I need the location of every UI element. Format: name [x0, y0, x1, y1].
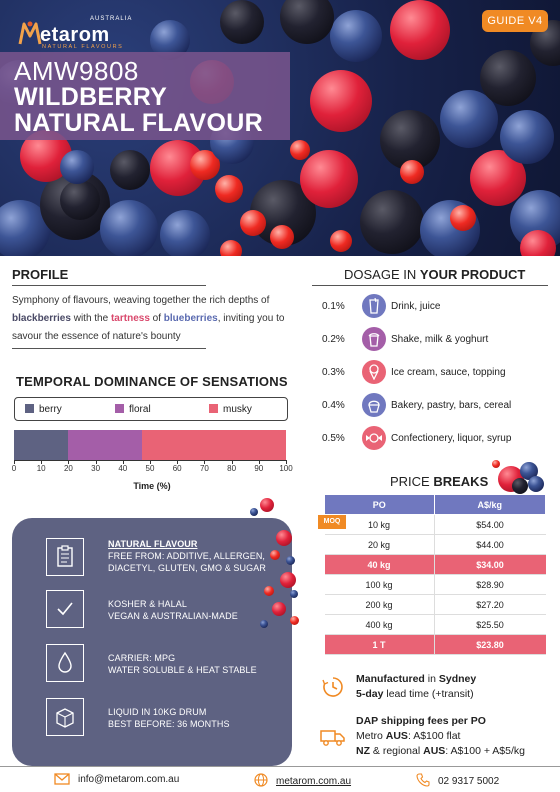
shake-icon	[362, 327, 386, 351]
tds-segment-musky	[142, 430, 286, 460]
x-axis-label: Time (%)	[133, 481, 171, 491]
highlight-tartness: tartness	[110, 313, 150, 324]
checkmark-icon	[46, 590, 84, 628]
berry-shape	[300, 150, 358, 208]
guide-version-badge: GUIDE V4	[482, 10, 548, 32]
berry-shape	[330, 230, 352, 252]
berry-shape	[512, 478, 528, 494]
dosage-row	[322, 294, 552, 320]
legend-swatch-berry	[25, 404, 34, 413]
dosage-application: Drink, juice	[391, 301, 441, 312]
dosage-application: Ice cream, sauce, topping	[391, 367, 506, 378]
claim-carrier	[108, 652, 257, 676]
claim-storage	[108, 706, 230, 730]
x-axis-tick-label: 0	[11, 464, 17, 473]
price-value: $54.00	[434, 515, 546, 535]
table-row	[325, 555, 546, 575]
x-axis-tick-label: 20	[63, 464, 73, 473]
footer-phone[interactable]: 02 9317 5002	[416, 773, 499, 787]
berry-shape	[270, 225, 294, 249]
dosage-percent: 0.4%	[322, 400, 345, 411]
shipping-heading: DAP shipping fees per PO	[356, 715, 486, 727]
berry-shape	[264, 586, 274, 596]
x-axis-tick-label: 80	[227, 464, 237, 473]
berries-decoration	[250, 494, 310, 634]
berry-shape	[100, 200, 158, 256]
dosage-heading: DOSAGE IN YOUR PRODUCT	[344, 267, 526, 282]
price-po: 40 kg	[325, 555, 435, 575]
legend-swatch-musky	[209, 404, 218, 413]
claim-carrier-line2: WATER SOLUBLE & HEAT STABLE	[108, 665, 257, 675]
berry-shape	[492, 460, 500, 468]
berry-shape	[480, 50, 536, 106]
table-header-row	[325, 495, 546, 515]
lead-time: 5-day lead time (+transit)	[356, 688, 474, 700]
tds-legend	[14, 397, 288, 421]
berry-shape	[280, 572, 296, 588]
profile-heading: PROFILE	[12, 267, 69, 282]
berry-shape	[280, 0, 334, 44]
berry-shape	[528, 476, 544, 492]
x-axis-tick-label: 60	[172, 464, 182, 473]
berry-shape	[60, 180, 100, 220]
drink-icon	[362, 294, 386, 318]
truck-icon	[320, 727, 346, 747]
berry-shape	[220, 0, 264, 44]
ice-cream-icon	[362, 360, 386, 384]
product-name-line2: NATURAL FLAVOUR	[14, 109, 263, 137]
legend-item-musky: musky	[209, 404, 252, 415]
x-axis-tick-label: 50	[145, 464, 155, 473]
dosage-row	[322, 393, 552, 419]
legend-item-floral: floral	[115, 404, 151, 415]
dosage-percent: 0.1%	[322, 301, 345, 312]
highlight-blackberries: blackberries	[12, 313, 71, 324]
product-code: AMW9808	[14, 56, 139, 86]
footer-website[interactable]: metarom.com.au	[254, 773, 351, 787]
price-po: 100 kg	[325, 575, 435, 595]
berry-shape	[160, 210, 210, 256]
berry-shape	[290, 140, 310, 160]
berry-shape	[260, 498, 274, 512]
berry-shape	[500, 110, 554, 164]
claim-kosher-line1: KOSHER & HALAL	[108, 599, 187, 609]
globe-icon	[254, 773, 268, 787]
dosage-row	[322, 327, 552, 353]
price-po: 200 kg	[325, 595, 435, 615]
dosage-percent: 0.2%	[322, 334, 345, 345]
claim-kosher	[108, 598, 238, 622]
price-po: 400 kg	[325, 615, 435, 635]
logo-country: AUSTRALIA	[90, 16, 133, 22]
dosage-application: Shake, milk & yoghurt	[391, 334, 489, 345]
berry-shape	[450, 205, 476, 231]
moq-badge: MOQ	[318, 515, 346, 529]
berry-shape	[276, 530, 292, 546]
phone-icon	[416, 773, 430, 787]
berry-shape	[290, 590, 298, 598]
price-value: $25.50	[434, 615, 546, 635]
berry-shape	[240, 210, 266, 236]
claim-natural-heading: NATURAL FLAVOUR	[108, 539, 198, 549]
x-axis-tick-label: 90	[254, 464, 264, 473]
dosage-percent: 0.3%	[322, 367, 345, 378]
footer-email[interactable]: info@metarom.com.au	[54, 773, 179, 785]
berry-shape	[270, 550, 280, 560]
claim-carrier-line1: CARRIER: MPG	[108, 653, 176, 663]
berry-shape	[220, 240, 242, 256]
price-po: 20 kg	[325, 535, 435, 555]
price-value: $27.20	[434, 595, 546, 615]
berry-shape	[310, 70, 372, 132]
tds-stacked-bar	[14, 430, 286, 460]
manufactured-in: Manufactured in Sydney	[356, 673, 477, 685]
price-po: 1 T	[325, 635, 435, 655]
column-header-price: A$/kg	[434, 495, 546, 515]
berry-shape	[60, 150, 94, 184]
claim-natural-line1: FREE FROM: ADDITIVE, ALLERGEN,	[108, 551, 266, 561]
price-po: 10 kg	[325, 515, 435, 535]
berry-shape	[272, 602, 286, 616]
footer-divider	[0, 766, 560, 767]
berry-shape	[110, 150, 150, 190]
berry-shape	[390, 0, 450, 60]
claim-storage-line1: LIQUID IN 10KG DRUM	[108, 707, 207, 717]
divider	[12, 348, 206, 349]
berry-shape	[215, 175, 243, 203]
tds-chart-title: TEMPORAL DOMINANCE OF SENSATIONS	[16, 374, 288, 389]
x-axis-tick-label: 40	[118, 464, 128, 473]
divider	[312, 285, 548, 286]
column-header-po: PO	[325, 495, 435, 515]
price-value: $28.90	[434, 575, 546, 595]
product-name-line1: WILDBERRY	[14, 83, 168, 111]
clock-icon	[322, 676, 344, 698]
x-axis-tick-label: 100	[279, 464, 293, 473]
table-row	[325, 515, 546, 535]
price-table	[324, 494, 546, 655]
profile-description: Symphony of flavours, weaving together the rich depths of blackberries with the tartness of blueberries, inviting you to savour the essence of nature's bounty	[12, 295, 285, 342]
table-row	[325, 575, 546, 595]
logo-wordmark: etarom	[40, 24, 110, 46]
berries-decoration	[490, 458, 550, 498]
dosage-application: Bakery, pastry, bars, cereal	[391, 400, 512, 411]
shipping-metro: Metro AUS: A$100 flat	[356, 730, 461, 742]
email-icon	[54, 773, 70, 785]
table-row	[325, 635, 546, 655]
table-row	[325, 535, 546, 555]
berry-shape	[330, 10, 382, 62]
highlight-blueberries: blueberries	[163, 313, 218, 324]
logo-tagline: NATURAL FLAVOURS	[42, 44, 124, 50]
claim-kosher-line2: VEGAN & AUSTRALIAN-MADE	[108, 611, 238, 621]
legend-swatch-floral	[115, 404, 124, 413]
claim-natural-line2: DIACETYL, GLUTEN, GMO & SUGAR	[108, 563, 266, 573]
x-axis-tick-label: 70	[199, 464, 209, 473]
berry-shape	[290, 616, 299, 625]
price-breaks-heading: PRICE BREAKS	[390, 474, 489, 489]
price-value: $23.80	[434, 635, 546, 655]
logo-m-icon	[18, 20, 42, 46]
package-icon	[46, 698, 84, 736]
claim-natural	[108, 538, 266, 574]
candy-icon	[362, 426, 386, 450]
berry-shape	[260, 620, 268, 628]
tds-segment-berry	[14, 430, 68, 460]
tds-segment-floral	[68, 430, 141, 460]
metarom-logo[interactable]	[12, 8, 132, 50]
berry-shape	[400, 160, 424, 184]
claim-storage-line2: BEST BEFORE: 36 MONTHS	[108, 719, 230, 729]
x-axis-tick-label: 10	[36, 464, 46, 473]
berry-shape	[286, 556, 295, 565]
dosage-row	[322, 360, 552, 386]
dosage-percent: 0.5%	[322, 433, 345, 444]
cupcake-icon	[362, 393, 386, 417]
berry-shape	[360, 190, 424, 254]
dosage-application: Confectionery, liquor, syrup	[391, 433, 512, 444]
clipboard-icon	[46, 538, 84, 576]
table-row	[325, 615, 546, 635]
price-value: $44.00	[434, 535, 546, 555]
x-axis-tick-label: 30	[91, 464, 101, 473]
table-row	[325, 595, 546, 615]
droplet-icon	[46, 644, 84, 682]
berry-shape	[250, 508, 258, 516]
divider	[12, 285, 206, 286]
dosage-row	[322, 426, 552, 452]
price-value: $34.00	[434, 555, 546, 575]
shipping-regional: NZ & regional AUS: A$100 + A$5/kg	[356, 745, 525, 757]
legend-item-berry: berry	[25, 404, 62, 415]
